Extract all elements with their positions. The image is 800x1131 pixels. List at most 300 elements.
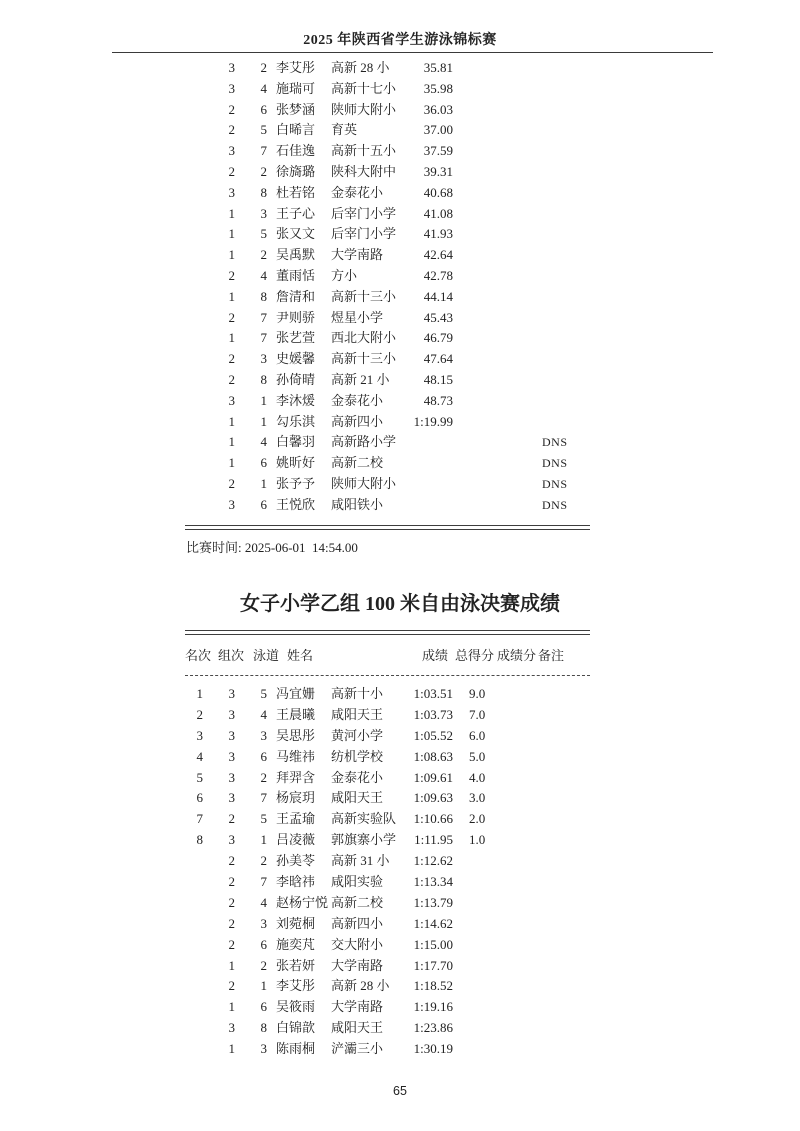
cell-lane: 4 (260, 706, 267, 722)
cell-lane: 1 (260, 832, 267, 848)
cell-name: 张予予 (276, 475, 316, 491)
cell-note (537, 204, 605, 225)
cell-score (453, 141, 515, 162)
table-row (185, 79, 605, 100)
cell-heat: 3 (228, 748, 235, 764)
cell-score (453, 245, 515, 266)
cell-extra (515, 204, 537, 225)
cell-time: 1:09.63 (413, 790, 453, 806)
cell-extra (515, 851, 537, 872)
cell-club: 金泰花小 (331, 184, 384, 200)
cell-name: 赵杨宁悦 (276, 894, 329, 910)
cell-time: 35.98 (423, 80, 453, 96)
cell-heat: 3 (228, 727, 235, 743)
cell-time: 41.93 (423, 226, 453, 242)
cell-time: 1:10.66 (413, 811, 453, 827)
cell-club: 郭旗寨小学 (331, 832, 397, 848)
cell-extra (515, 328, 537, 349)
cell-lane: 5 (260, 811, 267, 827)
cell-name: 张若妍 (276, 957, 316, 973)
cell-name: 冯宜姗 (276, 686, 316, 701)
separator-double-line (185, 525, 590, 530)
cell-heat: 1 (228, 413, 235, 429)
cell-time: 1:15.00 (413, 936, 453, 952)
cell-note (537, 141, 605, 162)
cell-heat: 2 (228, 978, 235, 994)
cell-club: 黄河小学 (331, 727, 384, 743)
table-row (185, 141, 605, 162)
cell-lane: 7 (260, 143, 267, 159)
cell-time: 37.59 (423, 143, 453, 159)
cell-rank: 5 (196, 769, 203, 785)
cell-extra (515, 79, 537, 100)
cell-lane: 7 (260, 790, 267, 806)
cell-extra (515, 768, 537, 789)
cell-score (453, 162, 515, 183)
cell-extra (515, 474, 537, 495)
separator-double-line (185, 630, 590, 635)
cell-score (453, 893, 515, 914)
cell-extra (515, 370, 537, 391)
cell-note (537, 266, 605, 287)
table-row (185, 726, 605, 747)
cell-club: 陕师大附小 (331, 101, 397, 117)
cell-club: 高新路小学 (331, 434, 397, 450)
cell-heat: 1 (228, 205, 235, 221)
cell-score (453, 120, 515, 141)
cell-extra (515, 935, 537, 956)
cell-name: 杨宸玥 (276, 790, 316, 806)
separator-dashed-line (185, 675, 590, 676)
cell-extra (515, 432, 537, 453)
cell-score (453, 1018, 515, 1039)
cell-name: 刘菀桐 (276, 915, 316, 931)
cell-lane: 6 (260, 455, 267, 471)
cell-note (537, 391, 605, 412)
cell-name: 吕凌薇 (276, 832, 316, 848)
cell-heat: 2 (228, 811, 235, 827)
cell-extra (515, 349, 537, 370)
table-row (185, 183, 605, 204)
table-row (185, 872, 605, 893)
cell-name: 施瑞可 (276, 80, 316, 96)
cell-rank: 4 (196, 748, 203, 764)
cell-score (453, 308, 515, 329)
cell-time: 1:19.99 (413, 413, 453, 429)
cell-lane: 1 (260, 413, 267, 429)
table-row (185, 58, 605, 79)
cell-note (537, 830, 605, 851)
table-row (185, 1039, 605, 1060)
cell-lane: 7 (260, 874, 267, 890)
cell-extra (515, 809, 537, 830)
cell-club: 高新十五小 (331, 143, 397, 159)
cell-extra (515, 726, 537, 747)
cell-name: 李沐煖 (276, 392, 316, 408)
cell-club: 陕科大附中 (331, 163, 397, 179)
cell-score (453, 287, 515, 308)
cell-lane: 4 (260, 80, 267, 96)
cell-time: 45.43 (423, 309, 453, 325)
cell-note (537, 747, 605, 768)
cell-note: DNS (542, 497, 568, 512)
cell-club: 金泰花小 (331, 769, 384, 785)
final-results-table (185, 684, 605, 1060)
cell-heat: 1 (228, 226, 235, 242)
cell-lane: 2 (260, 60, 267, 75)
cell-club: 高新 21 小 (331, 371, 390, 387)
cell-lane: 4 (260, 894, 267, 910)
cell-note (537, 705, 605, 726)
cell-name: 施奕芃 (276, 936, 316, 952)
cell-name: 董雨恬 (276, 267, 316, 283)
cell-time (400, 474, 453, 495)
cell-lane: 8 (260, 371, 267, 387)
cell-time: 1:18.52 (413, 978, 453, 994)
cell-club: 煜星小学 (331, 309, 384, 325)
cell-extra (515, 976, 537, 997)
cell-note (537, 935, 605, 956)
cell-extra (515, 495, 537, 516)
table-row (185, 956, 605, 977)
cell-time: 37.00 (423, 122, 453, 138)
cell-heat: 2 (228, 853, 235, 869)
table-row (185, 204, 605, 225)
cell-note (537, 183, 605, 204)
cell-lane: 4 (260, 434, 267, 450)
cell-note (537, 120, 605, 141)
cell-name: 吴筱雨 (276, 999, 316, 1015)
cell-score: 3.0 (469, 790, 486, 806)
cell-note (537, 684, 605, 705)
cell-rank (185, 287, 203, 308)
table-row (185, 851, 605, 872)
cell-lane: 1 (260, 978, 267, 994)
table-row (185, 391, 605, 412)
cell-club: 大学南路 (331, 957, 384, 973)
cell-lane: 2 (260, 957, 267, 973)
table-row (185, 287, 605, 308)
cell-rank (185, 976, 203, 997)
table-row (185, 412, 605, 433)
cell-name: 张又文 (276, 226, 316, 242)
cell-rank (185, 245, 203, 266)
cell-score (453, 851, 515, 872)
cell-note (537, 1018, 605, 1039)
cell-extra (515, 1039, 537, 1060)
cell-lane: 5 (260, 686, 267, 701)
cell-rank (185, 204, 203, 225)
cell-extra (515, 705, 537, 726)
column-header-lane: 泳道 (253, 648, 280, 663)
table-row (185, 747, 605, 768)
cell-note (537, 100, 605, 121)
cell-heat: 3 (228, 1020, 235, 1036)
header-rule (112, 52, 713, 53)
cell-club: 育英 (331, 122, 358, 138)
cell-note (537, 809, 605, 830)
cell-note (537, 872, 605, 893)
cell-time: 1:11.95 (414, 832, 453, 848)
cell-note (537, 328, 605, 349)
cell-club: 高新十三小 (331, 351, 397, 367)
table-row (185, 830, 605, 851)
cell-extra (515, 830, 537, 851)
cell-name: 孙倚晴 (276, 371, 316, 387)
prelim-results-table (185, 58, 605, 516)
cell-note (537, 224, 605, 245)
cell-note (537, 162, 605, 183)
table-row (185, 120, 605, 141)
cell-time (400, 495, 453, 516)
cell-rank (185, 266, 203, 287)
cell-score (453, 935, 515, 956)
cell-time: 47.64 (423, 351, 453, 367)
cell-time: 36.03 (423, 101, 453, 117)
cell-heat: 3 (228, 184, 235, 200)
cell-lane: 4 (260, 267, 267, 283)
cell-score (453, 266, 515, 287)
cell-score: 2.0 (469, 811, 486, 827)
cell-note: DNS (542, 476, 568, 491)
cell-name: 姚昕好 (276, 455, 316, 471)
cell-time: 40.68 (423, 184, 453, 200)
cell-time: 42.64 (423, 247, 453, 263)
cell-name: 王晨曦 (276, 706, 316, 722)
table-row (185, 997, 605, 1018)
section-title: 女子小学乙组 100 米自由泳决赛成绩 (240, 593, 560, 615)
cell-club: 西北大附小 (331, 330, 397, 346)
cell-rank (185, 495, 203, 516)
table-row (185, 328, 605, 349)
cell-score (453, 328, 515, 349)
cell-lane: 2 (260, 247, 267, 263)
table-row (185, 495, 605, 516)
cell-name: 李艾彤 (276, 978, 316, 994)
cell-score: 7.0 (469, 706, 486, 722)
cell-club: 浐灞三小 (331, 1041, 384, 1057)
cell-score: 6.0 (469, 727, 486, 743)
cell-extra (515, 872, 537, 893)
cell-club: 金泰花小 (331, 392, 384, 408)
cell-name: 白锦歆 (276, 1020, 316, 1036)
cell-heat: 3 (228, 686, 235, 701)
cell-rank (185, 308, 203, 329)
cell-name: 王子心 (276, 205, 316, 221)
cell-rank (185, 1018, 203, 1039)
column-header-timescore: 成绩分 (497, 648, 537, 663)
cell-heat: 2 (228, 915, 235, 931)
cell-club: 高新二校 (331, 894, 384, 910)
cell-note (537, 245, 605, 266)
cell-time: 35.81 (423, 60, 453, 75)
cell-extra (515, 266, 537, 287)
cell-score (453, 412, 515, 433)
cell-score: 5.0 (469, 748, 486, 764)
cell-lane: 7 (260, 309, 267, 325)
cell-extra (515, 747, 537, 768)
cell-rank (185, 851, 203, 872)
cell-rank (185, 100, 203, 121)
cell-note (537, 997, 605, 1018)
cell-rank (185, 120, 203, 141)
cell-heat: 3 (228, 392, 235, 408)
cell-rank: 6 (196, 790, 203, 806)
table-row (185, 893, 605, 914)
cell-extra (515, 391, 537, 412)
column-header-name: 姓名 (287, 648, 314, 663)
column-header-note: 备注 (538, 648, 565, 663)
cell-name: 石佳逸 (276, 143, 316, 159)
cell-heat: 2 (228, 936, 235, 952)
cell-note (537, 287, 605, 308)
table-row (185, 684, 605, 705)
cell-club: 高新 31 小 (331, 853, 390, 869)
cell-name: 白馨羽 (276, 434, 316, 450)
table-row (185, 976, 605, 997)
cell-club: 咸阳铁小 (331, 496, 384, 512)
cell-time: 1:03.51 (413, 686, 453, 701)
cell-club: 高新二校 (331, 455, 384, 471)
cell-score (453, 370, 515, 391)
cell-club: 高新实验队 (331, 811, 397, 827)
cell-club: 高新四小 (331, 413, 384, 429)
cell-extra (515, 58, 537, 79)
cell-heat: 3 (228, 790, 235, 806)
table-row (185, 935, 605, 956)
cell-note (537, 768, 605, 789)
cell-heat: 1 (228, 957, 235, 973)
cell-club: 咸阳天王 (331, 1020, 384, 1036)
cell-rank (185, 432, 203, 453)
cell-heat: 2 (228, 101, 235, 117)
cell-name: 陈雨桐 (276, 1041, 316, 1057)
column-header-rank: 名次 (185, 648, 212, 663)
cell-lane: 2 (260, 769, 267, 785)
cell-heat: 1 (228, 434, 235, 450)
cell-note (537, 412, 605, 433)
cell-score (453, 1039, 515, 1060)
cell-club: 大学南路 (331, 999, 384, 1015)
table-row (185, 432, 605, 453)
cell-heat: 3 (228, 80, 235, 96)
cell-note (537, 349, 605, 370)
cell-name: 王孟瑜 (276, 811, 316, 827)
cell-heat: 3 (228, 143, 235, 159)
cell-time: 1:30.19 (413, 1041, 453, 1057)
cell-rank (185, 935, 203, 956)
cell-heat: 1 (228, 247, 235, 263)
cell-name: 李艾彤 (276, 60, 316, 75)
cell-time: 39.31 (423, 163, 453, 179)
cell-rank: 3 (196, 727, 203, 743)
cell-note (537, 976, 605, 997)
cell-rank (185, 58, 203, 79)
cell-lane: 3 (260, 1041, 267, 1057)
cell-lane: 1 (260, 475, 267, 491)
cell-extra (515, 893, 537, 914)
cell-name: 王悦欣 (276, 496, 316, 512)
cell-extra (515, 412, 537, 433)
cell-time: 46.79 (423, 330, 453, 346)
cell-heat: 2 (228, 874, 235, 890)
cell-extra (515, 245, 537, 266)
cell-club: 高新十三小 (331, 288, 397, 304)
cell-extra (515, 914, 537, 935)
table-row (185, 100, 605, 121)
cell-time: 1:13.79 (413, 894, 453, 910)
cell-time: 1:13.34 (413, 874, 453, 890)
cell-name: 史媛馨 (276, 351, 316, 367)
cell-score (453, 956, 515, 977)
table-row (185, 349, 605, 370)
cell-score (453, 204, 515, 225)
cell-note (537, 914, 605, 935)
cell-extra (515, 788, 537, 809)
cell-extra (515, 956, 537, 977)
cell-note (537, 788, 605, 809)
cell-name: 李晗祎 (276, 874, 316, 890)
table-row (185, 1018, 605, 1039)
cell-score: 1.0 (469, 832, 486, 848)
cell-score (453, 58, 515, 79)
cell-lane: 1 (260, 392, 267, 408)
cell-name: 马维祎 (276, 748, 316, 764)
cell-score: 4.0 (469, 769, 486, 785)
cell-lane: 3 (260, 727, 267, 743)
cell-rank: 8 (196, 832, 203, 848)
column-header-time: 成绩 (422, 648, 449, 663)
cell-lane: 6 (260, 101, 267, 117)
cell-lane: 8 (260, 184, 267, 200)
cell-heat: 2 (228, 267, 235, 283)
cell-rank: 7 (196, 811, 203, 827)
table-row (185, 224, 605, 245)
table-row (185, 245, 605, 266)
cell-lane: 6 (260, 999, 267, 1015)
cell-score (453, 997, 515, 1018)
cell-time: 1:03.73 (413, 706, 453, 722)
table-row (185, 370, 605, 391)
cell-rank (185, 1039, 203, 1060)
cell-heat: 1 (228, 455, 235, 471)
race-time-label: 比赛时间: 2025-06-01 14:54.00 (186, 540, 358, 555)
cell-rank (185, 224, 203, 245)
cell-name: 吴禹默 (276, 247, 316, 263)
cell-heat: 1 (228, 330, 235, 346)
cell-name: 詹清和 (276, 288, 316, 304)
cell-time: 1:23.86 (413, 1020, 453, 1036)
cell-club: 大学南路 (331, 247, 384, 263)
cell-rank (185, 914, 203, 935)
cell-heat: 3 (228, 496, 235, 512)
cell-club: 咸阳实验 (331, 874, 384, 890)
page-number: 65 (393, 1084, 407, 1098)
cell-extra (515, 684, 537, 705)
cell-rank (185, 474, 203, 495)
cell-extra (515, 1018, 537, 1039)
cell-name: 拜羿含 (276, 769, 316, 785)
cell-lane: 6 (260, 496, 267, 512)
cell-rank (185, 370, 203, 391)
cell-club: 后宰门小学 (331, 205, 397, 221)
cell-score (453, 224, 515, 245)
cell-time: 1:19.16 (413, 999, 453, 1015)
cell-extra (515, 120, 537, 141)
cell-score (453, 432, 515, 453)
cell-name: 徐旖璐 (276, 163, 316, 179)
table-row (185, 453, 605, 474)
